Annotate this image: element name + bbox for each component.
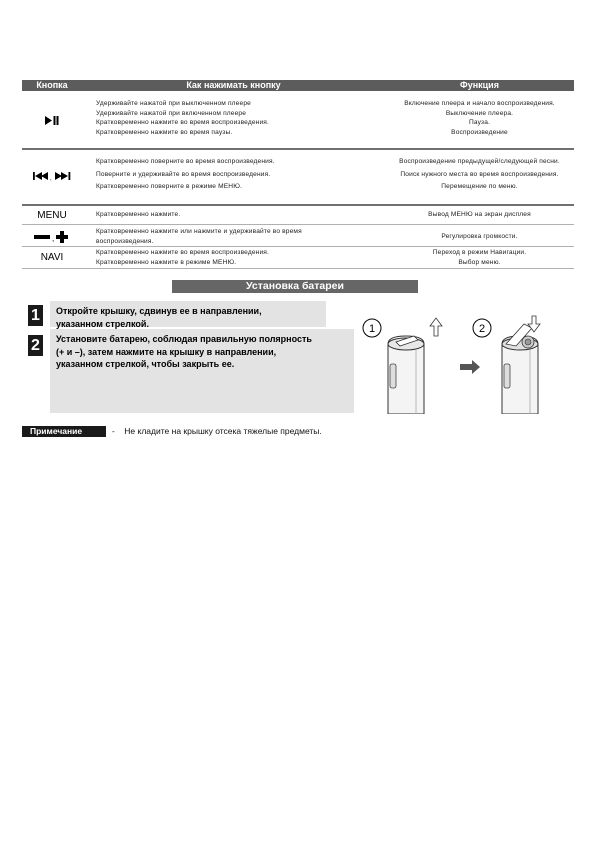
volume-minus-plus-icon <box>22 227 82 246</box>
function-line: Перемещение по меню. <box>441 183 518 190</box>
note-text <box>112 426 322 437</box>
step-line: (+ и –), затем нажмите на крышку в направлении, <box>56 346 277 357</box>
note-label: Примечание <box>22 426 106 437</box>
function-line: Воспроизведение <box>451 128 508 136</box>
step-1-text <box>50 301 326 327</box>
function-cell <box>385 209 574 221</box>
function-line: Выбор меню. <box>458 258 501 266</box>
header-how: Как нажимать кнопку <box>186 80 281 90</box>
table-row <box>22 248 574 267</box>
table-row <box>22 209 574 221</box>
function-cell <box>385 99 574 141</box>
how-line: Кратковременно нажмите или нажмите и удерживайте во время <box>96 228 302 235</box>
svg-text:1: 1 <box>368 323 376 335</box>
function-line: Регулировка громкости. <box>441 233 518 240</box>
function-cell <box>385 248 574 267</box>
how-line: Кратковременно нажмите во время воспроизведения. <box>96 119 269 127</box>
table-row <box>22 99 574 141</box>
section-title: Установка батареи <box>172 280 418 293</box>
how-line: Кратковременно нажмите в режиме МЕНЮ. <box>96 258 237 266</box>
player-open-figure <box>388 318 442 414</box>
how-cell <box>82 227 385 246</box>
function-line: Пауза. <box>468 119 491 127</box>
step-line: указанном стрелкой, чтобы закрыть ее. <box>56 359 235 369</box>
table-row <box>22 156 574 196</box>
function-cell <box>385 156 574 196</box>
function-line: Включение плеера и начало воспроизведения. <box>404 100 555 107</box>
function-line: Воспроизведение предыдущей/следующей песни. <box>399 158 560 165</box>
svg-text:,: , <box>50 176 52 181</box>
note-content: Не кладите на крышку отсека тяжелые предметы. <box>124 426 322 436</box>
function-line: Выключение плеера. <box>445 109 514 117</box>
function-line: Поиск нужного места во время воспроизведения. <box>400 170 559 178</box>
step-line: Установите батарею, соблюдая правильную полярность <box>56 334 312 344</box>
step-line: указанном стрелкой. <box>56 318 149 329</box>
note-dash: - <box>112 426 115 436</box>
row-divider <box>22 268 574 269</box>
step-2-text <box>50 329 354 413</box>
table-row <box>22 227 574 246</box>
battery-illustration <box>356 314 556 419</box>
row-divider <box>22 224 574 225</box>
svg-text:2: 2 <box>478 323 486 335</box>
step-line: Откройте крышку, сдвинув ее в направлении, <box>56 306 262 316</box>
menu-button-label: MENU <box>37 209 67 221</box>
play-pause-icon <box>22 99 82 141</box>
how-line: Удерживайте нажатой при включенном плеере <box>96 109 247 117</box>
row-divider <box>22 246 574 247</box>
navi-button-label: NAVI <box>40 252 64 263</box>
row-divider <box>22 148 574 150</box>
table-header <box>22 80 574 91</box>
step-number: 2 <box>28 335 43 356</box>
how-cell <box>82 209 385 221</box>
how-line: воспроизведения. <box>96 237 154 245</box>
step-number: 1 <box>28 305 43 326</box>
how-cell <box>82 99 385 141</box>
function-line: Переход в режим Навигации. <box>432 249 527 256</box>
how-line: Кратковременно нажмите во время воспроизведения. <box>96 249 269 256</box>
row-divider <box>22 204 574 206</box>
button-functions-table <box>22 80 574 266</box>
player-close-figure <box>502 316 540 414</box>
how-cell <box>82 156 385 196</box>
svg-text:,: , <box>52 233 55 243</box>
header-button: Кнопка <box>36 80 68 90</box>
how-line: Кратковременно нажмите. <box>96 211 181 218</box>
how-line: Кратковременно поверните в режиме МЕНЮ. <box>96 183 242 190</box>
header-function: Функция <box>460 80 499 90</box>
prev-next-icon <box>22 156 82 196</box>
function-cell <box>385 227 574 246</box>
function-line: Вывод МЕНЮ на экран дисплея <box>428 211 531 218</box>
how-cell <box>82 248 385 267</box>
how-line: Удерживайте нажатой при выключенном плеере <box>96 100 251 107</box>
how-line: Кратковременно нажмите во время паузы. <box>96 128 233 136</box>
how-line: Кратковременно поверните во время воспроизведения. <box>96 158 275 165</box>
how-line: Поверните и удерживайте во время воспроизведения. <box>96 170 271 178</box>
